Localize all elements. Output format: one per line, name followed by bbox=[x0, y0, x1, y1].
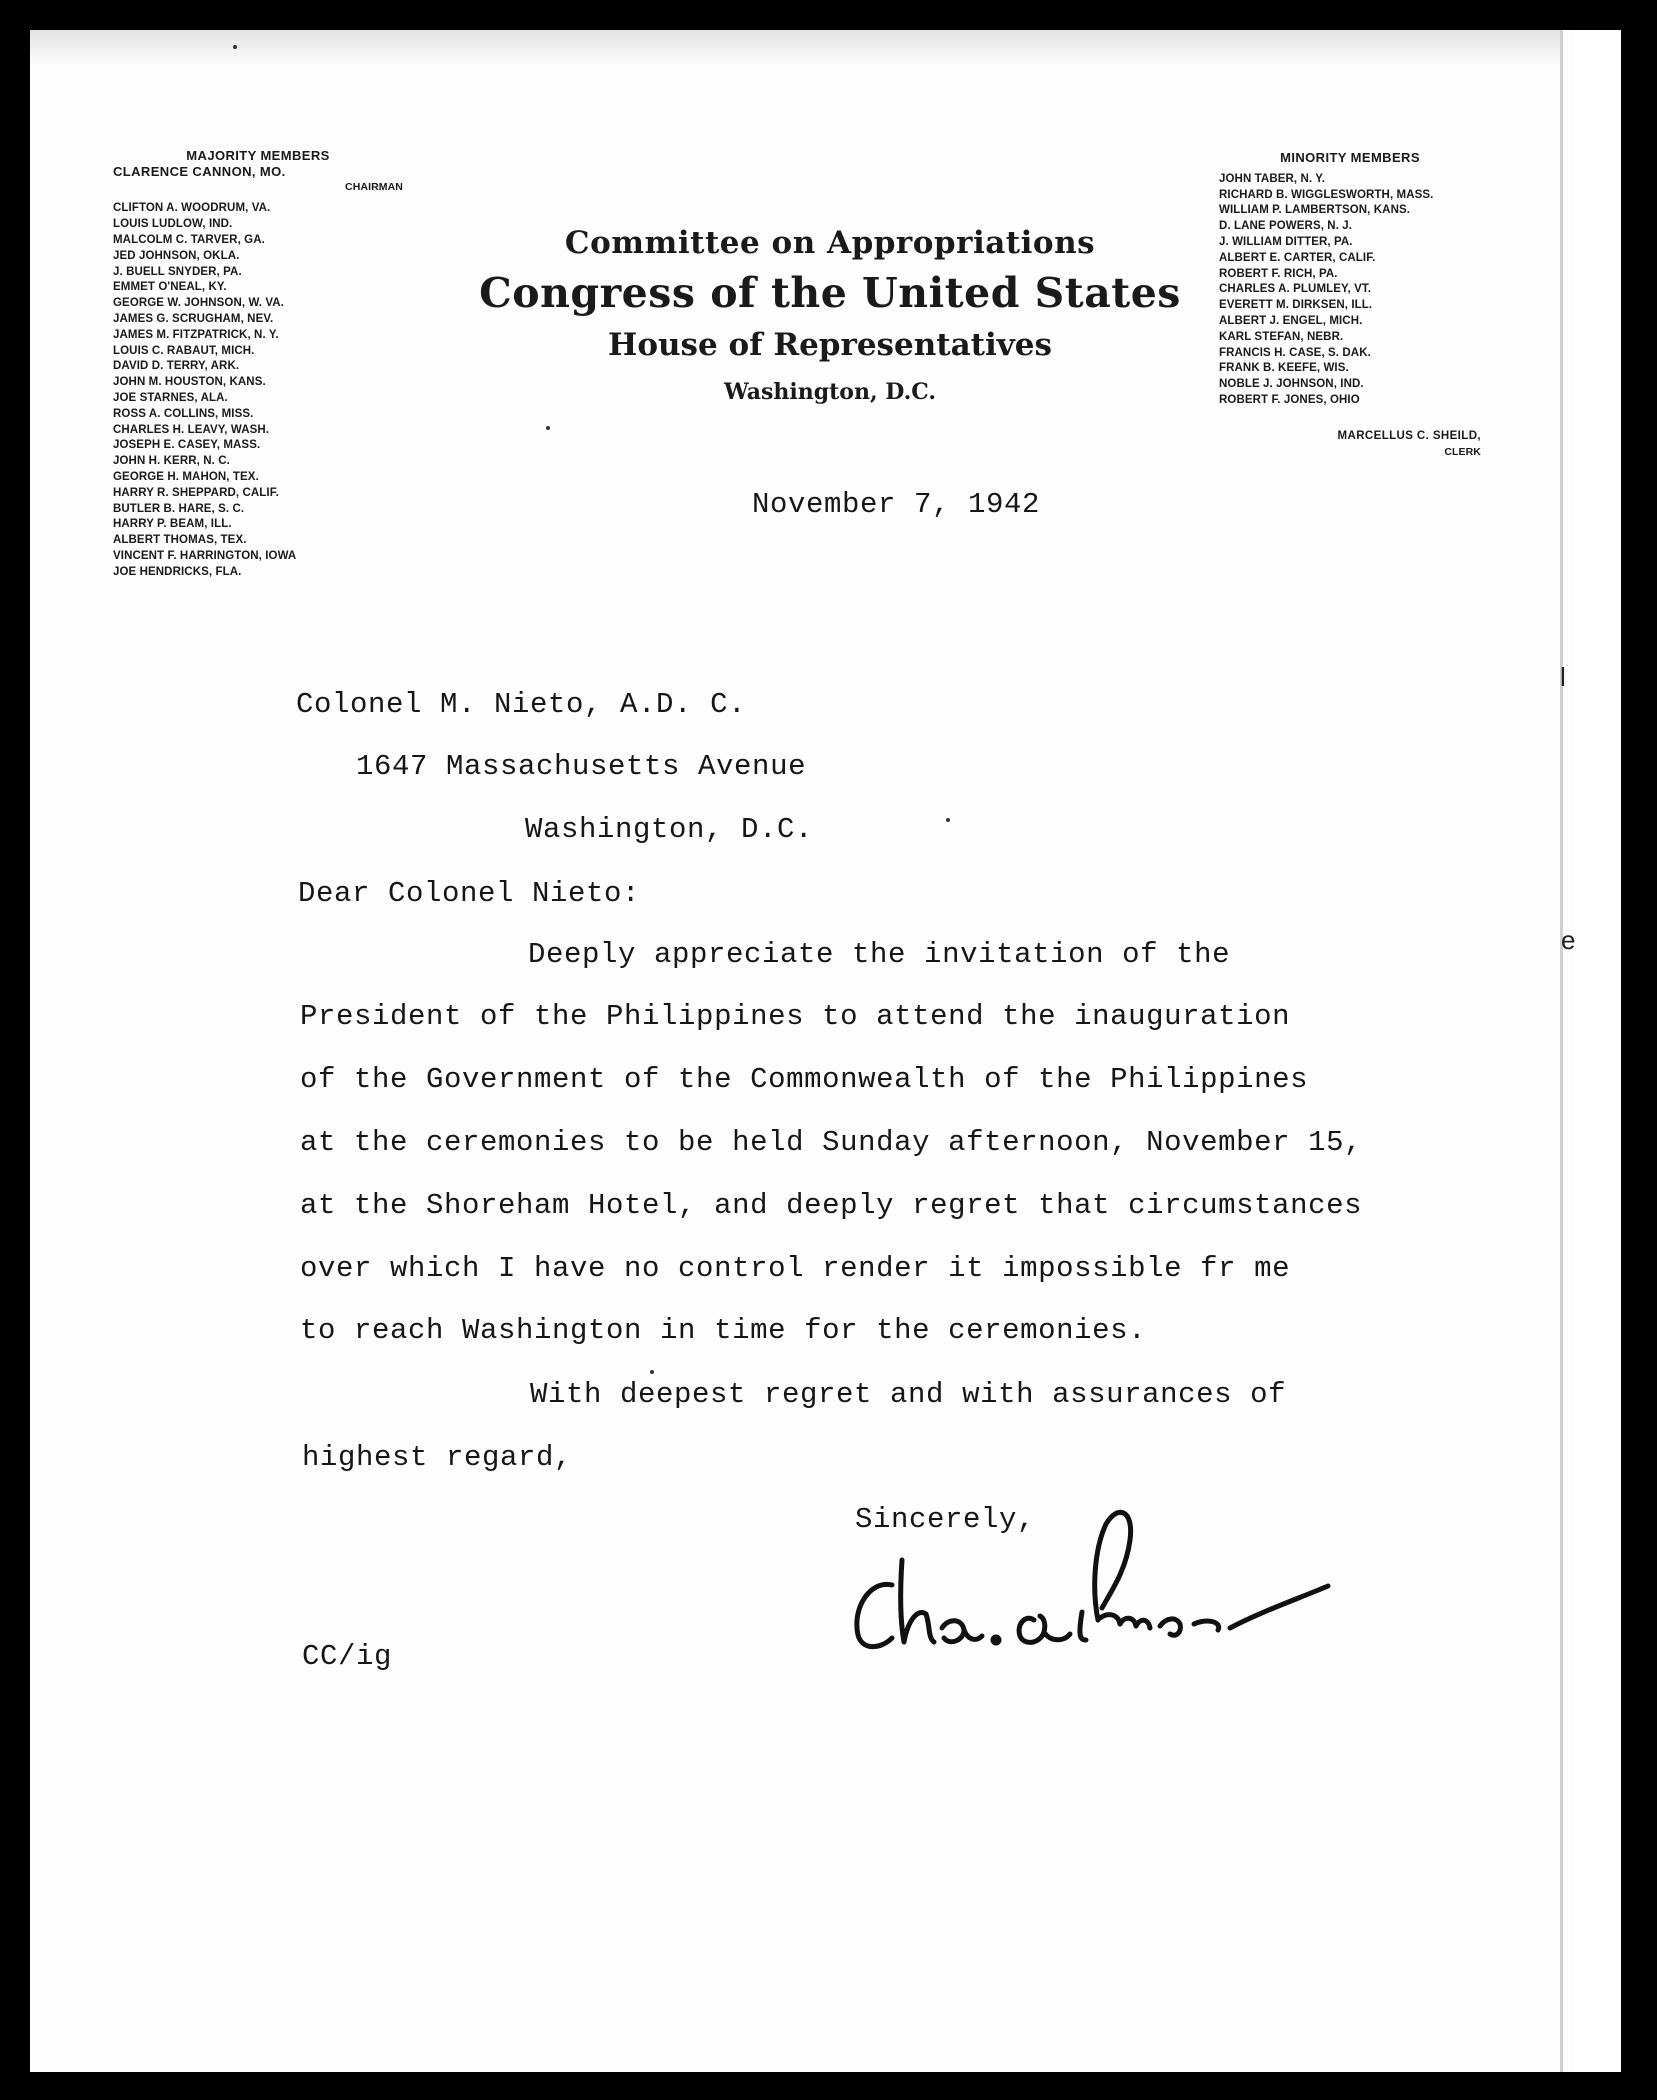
signoff: Sincerely, bbox=[855, 1503, 1036, 1536]
member-name: FRANCIS H. CASE, S. DAK. bbox=[1219, 346, 1371, 359]
member-name: CHARLES A. PLUMLEY, VT. bbox=[1219, 283, 1372, 296]
body-line: of the Government of the Commonwealth of the Philippines bbox=[300, 1063, 1309, 1096]
member-name: ROBERT F. RICH, PA. bbox=[1219, 267, 1338, 280]
member-name: ALBERT E. CARTER, CALIF. bbox=[1219, 251, 1376, 264]
member-name: WILLIAM P. LAMBERTSON, KANS. bbox=[1219, 204, 1411, 217]
minority-heading: MINORITY MEMBERS bbox=[1280, 150, 1420, 165]
handwritten-signature bbox=[830, 1490, 1340, 1670]
letterhead-congress: Congress of the United States bbox=[479, 269, 1181, 317]
member-name: VINCENT F. HARRINGTON, IOWA bbox=[113, 549, 297, 562]
scan-speck bbox=[650, 1370, 654, 1374]
member-name: J. WILLIAM DITTER, PA. bbox=[1219, 235, 1353, 248]
body-line: at the ceremonies to be held Sunday afternoon, November 15, bbox=[300, 1126, 1363, 1159]
member-name: JOSEPH E. CASEY, MASS. bbox=[113, 439, 261, 452]
member-name: LOUIS C. RABAUT, MICH. bbox=[113, 344, 255, 357]
member-name: EMMET O'NEAL, KY. bbox=[113, 281, 227, 294]
majority-members-list bbox=[113, 148, 403, 581]
member-name: GEORGE W. JOHNSON, W. VA. bbox=[113, 297, 284, 310]
member-name: ROSS A. COLLINS, MISS. bbox=[113, 407, 254, 420]
member-name: NOBLE J. JOHNSON, IND. bbox=[1219, 378, 1364, 391]
majority-member-names bbox=[113, 201, 403, 580]
member-name: BUTLER B. HARE, S. C. bbox=[113, 502, 245, 515]
recipient-name: Colonel M. Nieto, A.D. C. bbox=[296, 688, 747, 721]
scan-speck bbox=[233, 45, 237, 49]
chairman-title: CHAIRMAN bbox=[345, 180, 403, 193]
body-line: to reach Washington in time for the ceremonies. bbox=[300, 1314, 1147, 1347]
member-name: JOE STARNES, ALA. bbox=[113, 391, 228, 404]
clerk-name: MARCELLUS C. SHEILD, bbox=[1337, 429, 1481, 442]
member-name: GEORGE H. MAHON, TEX. bbox=[113, 470, 259, 483]
member-name: JAMES M. FITZPATRICK, N. Y. bbox=[113, 328, 279, 341]
member-name: JOHN TABER, N. Y. bbox=[1219, 172, 1326, 185]
member-name: ROBERT F. JONES, OHIO bbox=[1219, 393, 1360, 406]
member-name: HARRY R. SHEPPARD, CALIF. bbox=[113, 486, 279, 499]
closing-line: With deepest regret and with assurances of bbox=[530, 1378, 1287, 1411]
minority-member-names bbox=[1219, 172, 1481, 409]
salutation: Dear Colonel Nieto: bbox=[298, 877, 641, 910]
letterhead bbox=[440, 222, 1220, 412]
body-line: Deeply appreciate the invitation of the bbox=[528, 938, 1231, 971]
body-line: at the Shoreham Hotel, and deeply regret that circumstances bbox=[300, 1189, 1363, 1222]
letterhead-city: Washington, D.C. bbox=[723, 379, 937, 405]
scan-top-shadow bbox=[30, 30, 1560, 64]
chairman-name: CLARENCE CANNON, MO. bbox=[113, 163, 286, 179]
member-name: DAVID D. TERRY, ARK. bbox=[113, 360, 240, 373]
member-name: CHARLES H. LEAVY, WASH. bbox=[113, 423, 270, 436]
member-name: JOHN M. HOUSTON, KANS. bbox=[113, 376, 266, 389]
paper-edge bbox=[1560, 30, 1563, 2072]
body-line: over which I have no control render it impossible fr me bbox=[300, 1252, 1291, 1285]
letterhead-house: House of Representatives bbox=[608, 327, 1052, 363]
member-name: MALCOLM C. TARVER, GA. bbox=[113, 233, 265, 246]
member-name: HARRY P. BEAM, ILL. bbox=[113, 518, 232, 531]
member-name: JED JOHNSON, OKLA. bbox=[113, 249, 240, 262]
member-name: LOUIS LUDLOW, IND. bbox=[113, 218, 233, 231]
body-line: President of the Philippines to attend the inauguration bbox=[300, 1000, 1291, 1033]
member-name: JAMES G. SCRUGHAM, NEV. bbox=[113, 312, 274, 325]
letter-date: November 7, 1942 bbox=[752, 488, 1041, 521]
member-name: JOE HENDRICKS, FLA. bbox=[113, 565, 242, 578]
member-name: JOHN H. KERR, N. C. bbox=[113, 455, 230, 468]
member-name: J. BUELL SNYDER, PA. bbox=[113, 265, 242, 278]
clerk-title: CLERK bbox=[1444, 445, 1481, 458]
scan-speck bbox=[546, 426, 550, 430]
member-name: KARL STEFAN, NEBR. bbox=[1219, 330, 1344, 343]
member-name: ALBERT THOMAS, TEX. bbox=[113, 534, 247, 547]
majority-heading: MAJORITY MEMBERS bbox=[186, 148, 330, 163]
reference-initials: CC/ig bbox=[302, 1640, 393, 1673]
recipient-street: 1647 Massachusetts Avenue bbox=[356, 750, 807, 783]
margin-mark: e bbox=[1561, 925, 1576, 955]
member-name: CLIFTON A. WOODRUM, VA. bbox=[113, 202, 271, 215]
member-name: RICHARD B. WIGGLESWORTH, MASS. bbox=[1219, 188, 1434, 201]
member-name: FRANK B. KEEFE, WIS. bbox=[1219, 362, 1349, 375]
member-name: D. LANE POWERS, N. J. bbox=[1219, 220, 1353, 233]
member-name: EVERETT M. DIRKSEN, ILL. bbox=[1219, 299, 1373, 312]
recipient-city: Washington, D.C. bbox=[525, 813, 814, 846]
scan-speck bbox=[946, 818, 950, 822]
letterhead-committee: Committee on Appropriations bbox=[564, 225, 1096, 261]
member-name: ALBERT J. ENGEL, MICH. bbox=[1219, 314, 1363, 327]
closing-line: highest regard, bbox=[302, 1441, 573, 1474]
minority-members-list bbox=[1219, 150, 1481, 460]
margin-mark: l bbox=[1560, 662, 1566, 692]
